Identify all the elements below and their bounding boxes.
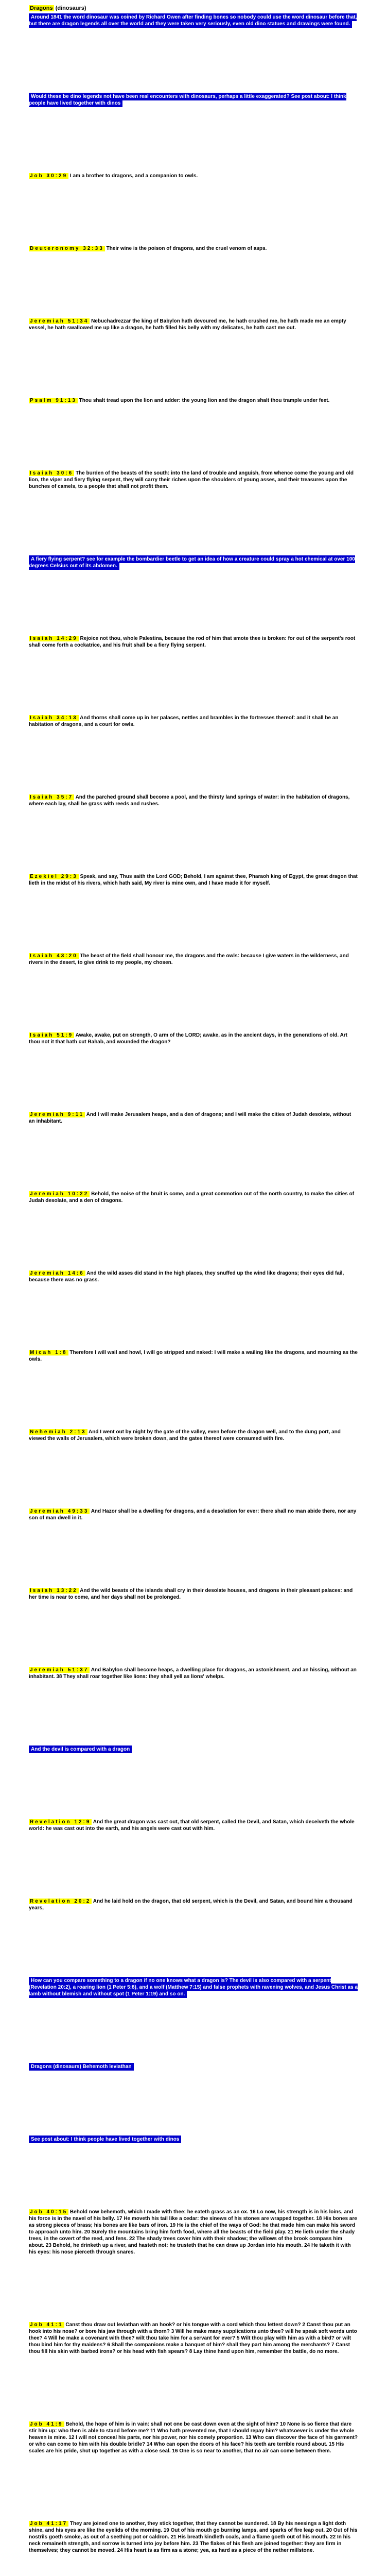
verse-text: And the wild asses did stand in the high places, they snuffed up the wind like dragons; their eyes did fail, because there was no grass. [29,1270,344,1283]
verse-text: Canst thou draw out leviathan with an hook? or his tongue with a cord which thou lettest down? 2 Canst thou put an hook into his nose? or bore his jaw through with a thorn? 3 Will he make many supplications unto thee? will he speak soft words unto thee? 4 Will he make a covenant with thee? wilt thou take him for a servant for ever? 5 Wilt thou play with him as with a bird? or wilt thou bind him for thy maidens? 6 Shall the companions make a banquet of him? shall they part him among the merchants? 7 Canst thou fill his skin with barbed irons? or his head with fish spears? 8 Lay thine hand upon him, remember the battle, do no more. [29,2322,357,2354]
verse-ref: Job 41:1 [30,2322,63,2328]
verse-block [29,2321,358,2355]
note-text: How can you compare something to a dragon if no one knows what a dragon is? The devil is also compared with a serpent (Revelation 20:2), a roaring lion (1 Peter 5:8), and a wolf (Matthew 7:15) and false prophets with ravening wolves, and Jesus Christ as a lamb without blemish and without spot (1 Peter 1:19) and so on. [29,1978,358,1997]
verse-block [29,715,358,728]
verse-ref: Isaiah 13:22 [30,1588,78,1594]
verse-block [29,397,358,404]
verse-ref: Job 41:9 [30,2421,63,2427]
verse-ref: Nehemiah 2:13 [30,1429,86,1435]
verse-text: They are joined one to another, they stick together, that they cannot be sundered. 18 By his neesings a light doth shine, and his eyes are like the eyelids of the morning. 19 Out of his mouth go burning lamps, and sparks of fire leap out. 20 Out of his nostrils goeth smoke, as out of a seething pot or caldron. 21 His breath kindleth coals, and a flame goeth out of his mouth. 22 In his neck remaineth strength, and sorrow is turned into joy before him. 23 The flakes of his flesh are joined together: they are firm in themselves; they cannot be moved. 24 His heart is as firm as a stone; yea, as hard as a piece of the nether millstone. [29,2521,358,2553]
verse-block [29,1429,358,1442]
verse-block [29,2209,358,2256]
title-suffix: (dinosaurs) [55,5,86,11]
verse-ref: Isaiah 51:9 [30,1032,74,1038]
verse-text: Behold now behemoth, which I made with thee; he eateth grass as an ox. 16 Lo now, his strength is in his loins, and his force is in the navel of his belly. 17 He moveth his tail like a cedar: the sinews of his stones are wrapped together. 18 His bones are as strong pieces of brass; his bones are like bars of iron. 19 He is the chief of the ways of God: he that made him can make his sword to approach unto him. 20 Surely the mountains bring him forth food, where all the beasts of the field play. 21 He lieth under the shady trees, in the covert of the reed, and fens. 22 The shady trees cover him with their shadow; the willows of the brook compass him about. 23 Behold, he drinketh up a river, and hasteth not: he trusteth that he can draw up Jordan into his mouth. 24 He taketh it with his eyes: his nose pierceth through snares. [29,2209,357,2255]
verse-ref: Ezekiel 29:3 [30,874,78,879]
verse-ref: Jeremiah 10:22 [30,1191,89,1197]
verse-text: And the great dragon was cast out, that old serpent, called the Devil, and Satan, which deceiveth the whole world: he was cast out into the earth, and his angels were cast out with him. [29,1819,355,1832]
title-prefix: Dragons [30,5,53,11]
verse-text: And Hazor shall be a dwelling for dragons, and a desolation for ever: there shall no man abide there, nor any son of man dwell in it. [29,1509,357,1521]
intro-2 [29,93,358,107]
verse-text: Awake, awake, put on strength, O arm of the LORD; awake, as in the ancient days, in the generations of old. Art thou not it that hath cut Rahab, and wounded the dragon? [29,1032,348,1045]
verse-block [29,1977,358,1997]
verse-ref: Isaiah 14:29 [30,636,78,641]
verse-block [29,2136,358,2143]
verse-block [29,1898,358,1911]
verse-text: Nebuchadrezzar the king of Babylon hath devoured me, he hath crushed me, he hath made me an empty vessel, he hath swallowed me up like a dragon, he hath filled his belly with my delicates, he hath cast me out. [29,318,346,331]
verse-block [29,245,358,252]
verse-text: And I went out by night by the gate of the valley, even before the dragon well, and to the dung port, and viewed the walls of Jerusalem, which were broken down, and the gates thereof were consumed with fire. [29,1429,341,1442]
verse-ref: Revelation 12:9 [30,1819,91,1825]
verse-block [29,1508,358,1521]
verse-block [29,556,358,569]
verse-block [29,1032,358,1045]
verse-ref: Jeremiah 49:33 [30,1509,89,1514]
verse-ref: Deuteronomy 32:33 [30,246,104,251]
note-text: See post about: I think people have lived together with dinos [29,2136,181,2143]
verse-block [29,318,358,331]
verse-ref: Jeremiah 51:37 [30,1667,89,1673]
verse-block [29,1191,358,1204]
verse-block [29,794,358,807]
verse-ref: Isaiah 30:6 [30,470,74,476]
page-title [29,5,358,12]
verse-block [29,470,358,490]
verse-block [29,1349,358,1363]
verse-ref: Jeremiah 14:6 [30,1270,84,1276]
verse-text: And thorns shall come up in her palaces, nettles and brambles in the fortresses thereof: and it shall be an habitation of dragons, and a court for owls. [29,715,339,727]
verse-ref: Job 41:17 [30,2521,68,2527]
note-text: And the devil is compared with a dragon [29,1745,132,1753]
verse-block [29,1667,358,1680]
intro-1 [29,14,358,27]
verse-list [29,173,358,2576]
verse-ref: Psalm 91:13 [30,398,77,403]
note-text: A fiery flying serpent? see for example the bombardier beetle to get an idea of how a creature could spray a hot chemical at over 100 degrees Celsius out of its abdomen. [29,556,355,569]
verse-ref: Micah 1:8 [30,1350,67,1355]
verse-block [29,873,358,887]
verse-block [29,173,358,179]
verse-text: And the wild beasts of the islands shall cry in their desolate houses, and dragons in their pleasant palaces: and her time is near to come, and her days shall not be prolonged. [29,1588,353,1600]
verse-text: Their wine is the poison of dragons, and the cruel venom of asps. [106,246,267,251]
verse-text: Thou shalt tread upon the lion and adder: the young lion and the dragon shalt thou trample under feet. [79,398,330,403]
verse-text: Behold, the hope of him is in vain: shall not one be cast down even at the sight of him? 10 None is so fierce that dare stir him up: who then is able to stand before me? 11 Who hath prevented me, that I should repay him? whatsoever is under the whole heaven is mine. 12 I will not conceal his parts, nor his power, nor his comely proportion. 13 Who can discover the face of his garment? or who can come to him with his double bridle? 14 Who can open the doors of his face? his teeth are terrible round about. 15 His scales are his pride, shut up together as with a close seal. 16 One is so near to another, that no air can come between them. [29,2421,358,2454]
verse-text: And he laid hold on the dragon, that old serpent, which is the Devil, and Satan, and bound him a thousand years, [29,1899,353,1911]
intro-text-2: Would these be dino legends not have been real encounters with dinosaurs, perhaps a little exaggerated? See post about: I think people have lived together with dinos [29,94,346,106]
verse-ref: Job 30:29 [30,173,68,179]
note-text: Dragons (dinosaurs) Behemoth leviathan [29,2063,134,2071]
verse-text: And I will make Jerusalem heaps, and a den of dragons; and I will make the cities of Judah desolate, without an inhabitant. [29,1112,351,1124]
verse-ref: Isaiah 34:13 [30,715,78,721]
verse-block [29,2063,358,2070]
verse-text: The burden of the beasts of the south: into the land of trouble and anguish, from whence come the young and old lion, the viper and fiery flying serpent, they will carry their riches upon the shoulders of young asses, and their treasures upon the bunches of camels, to a people that shall not profit them. [29,470,354,489]
verse-text: And the parched ground shall become a pool, and the thirsty land springs of water: in the habitation of dragons, where each lay, shall be grass with reeds and rushes. [29,794,350,807]
verse-block [29,953,358,966]
intro-text-1: Around 1841 the word dinosaur was coined by Richard Owen after finding bones so nobody could use the word dinosaur before that, but there are dragon legends all over the world and they were taken very seriously, even old dino statues and drawings were found. [29,14,357,27]
verse-text: And Babylon shall become heaps, a dwelling place for dragons, an astonishment, and an hissing, without an inhabitant. 38 They shall roar together like lions: they shall yell as lions' whelps. [29,1667,357,1680]
verse-ref: Jeremiah 9:11 [30,1112,84,1117]
verse-text: Rejoice not thou, whole Palestina, because the rod of him that smote thee is broken: for out of the serpent's root shall come forth a cockatrice, and his fruit shall be a fiery flying serpent. [29,636,356,648]
verse-block [29,1819,358,1832]
verse-text: Therefore I will wail and howl, I will go stripped and naked: I will make a wailing like the dragons, and mourning as the owls. [29,1350,358,1362]
page [29,5,358,2576]
verse-block [29,2421,358,2454]
verse-block [29,635,358,649]
verse-block [29,1587,358,1601]
verse-block [29,1746,358,1753]
verse-ref: Jeremiah 51:34 [30,318,89,324]
verse-ref: Isaiah 43:20 [30,953,78,959]
verse-ref: Revelation 20:2 [30,1899,91,1904]
verse-text: Behold, the noise of the bruit is come, and a great commotion out of the north country, to make the cities of Judah desolate, and a den of dragons. [29,1191,355,1204]
verse-text: The beast of the field shall honour me, the dragons and the owls: because I give waters in the wilderness, and rivers in the desert, to give drink to my people, my chosen. [29,953,349,965]
verse-ref: Isaiah 35:7 [30,794,74,800]
verse-block [29,1111,358,1125]
verse-block [29,2520,358,2554]
verse-block [29,1270,358,1283]
verse-text: I am a brother to dragons, and a companion to owls. [69,173,198,179]
verse-ref: Job 40:15 [30,2209,68,2215]
verse-text: Speak, and say, Thus saith the Lord GOD; Behold, I am against thee, Pharaoh king of Egypt, the great dragon that lieth in the midst of his rivers, which hath said, My river is mine own, and I have made it for myself. [29,874,358,886]
